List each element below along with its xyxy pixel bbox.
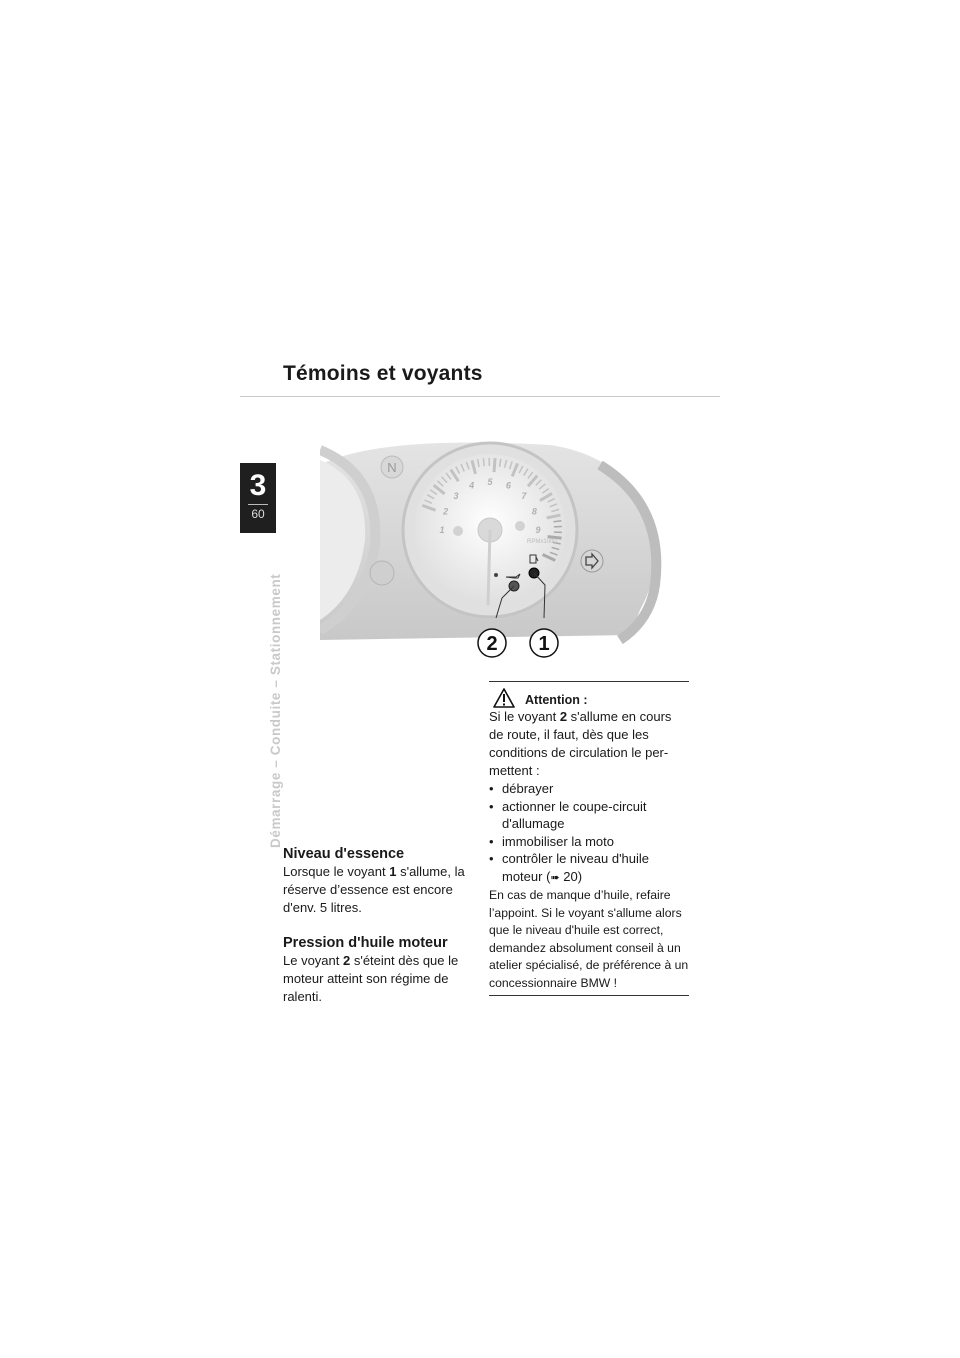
indicator-dot <box>494 573 498 577</box>
tachometer-tick <box>483 458 484 466</box>
tachometer-number: 7 <box>521 491 527 502</box>
tachometer-number: 9 <box>535 525 541 535</box>
trip-knob <box>370 561 394 585</box>
tachometer-tick <box>548 537 562 539</box>
oil-pressure-heading: Pression d'huile moteur <box>283 935 448 951</box>
instrument-cluster-figure <box>320 435 665 665</box>
callout-label-2: 2 <box>486 633 498 655</box>
warning-step: • immobiliser la moto <box>489 833 689 851</box>
warning-header <box>493 688 689 708</box>
tachometer-number: 2 <box>443 506 449 517</box>
tachometer-needle <box>488 530 490 605</box>
warning-intro-text-end: s'allume en cours de route, il faut, dès que les conditions de circulation le per-mettent : <box>489 709 672 778</box>
tachometer-number: 8 <box>531 506 537 517</box>
warning-label: Attention : <box>525 693 588 707</box>
page-title: Témoins et voyants <box>283 362 483 385</box>
dial-dot-right <box>515 521 525 531</box>
warning-box <box>489 681 689 996</box>
fuel-level-heading: Niveau d'essence <box>283 846 405 862</box>
neutral-symbol: N <box>387 460 397 475</box>
oil-lamp-ref: 2 <box>343 953 351 968</box>
fuel-text-start: Lorsque le voyant <box>283 864 390 879</box>
warning-step: • actionner le coupe-circuit d'allumage <box>489 798 689 833</box>
fuel-lamp-ref: 1 <box>389 864 397 879</box>
left-column <box>283 846 476 1006</box>
warning-steps <box>489 780 689 887</box>
tachometer-number: 6 <box>505 480 511 491</box>
warning-step: • débrayer <box>489 780 689 798</box>
warning-intro-text: Si le voyant <box>489 709 560 724</box>
chapter-tab <box>240 463 276 533</box>
oil-pressure-text <box>283 952 476 1006</box>
fuel-level-text <box>283 863 476 917</box>
tachometer-number: 1 <box>439 525 445 535</box>
warning-intro <box>489 708 689 780</box>
title-divider <box>240 396 720 397</box>
tachometer-number: 4 <box>469 480 475 491</box>
oil-text-start: Le voyant <box>283 953 343 968</box>
chapter-side-label: Démarrage – Conduite – Stationnement <box>268 573 283 848</box>
callout-label-1: 1 <box>538 633 550 655</box>
tachometer-number: 5 <box>487 477 493 487</box>
warning-step-text: contrôler le niveau d'huile moteur ( <box>502 851 650 884</box>
page-ref-number: 20) <box>559 868 583 884</box>
page-number: 60 <box>251 507 265 521</box>
warning-outro: En cas de manque d’huile, refaire l’appoint. Si le voyant s'allume alors que le niveau d'huile est correct, demandez absolument conseil à un atelier spécialisé, de préférence à un concessionnaire BMW ! <box>489 888 689 990</box>
tachometer-tick <box>553 521 561 522</box>
warning-triangle-icon <box>493 688 515 708</box>
dial-dot-left <box>453 526 463 536</box>
chapter-divider <box>248 504 268 505</box>
tachometer-unit: RPMx1000 <box>527 539 557 545</box>
warning-lamp-ref: 2 <box>559 709 568 724</box>
tachometer-number: 3 <box>453 491 459 502</box>
warning-step <box>489 850 689 887</box>
fuel-text-end: s'allume, la réserve d’essence est encore d'env. 5 litres. <box>283 864 465 915</box>
page-ref-arrow-icon: ➠ <box>550 871 560 884</box>
tachometer-tick <box>494 458 495 472</box>
oil-text-end: s'éteint dès que le moteur atteint son régime de ralenti. <box>283 953 459 1004</box>
chapter-number: 3 <box>249 469 267 502</box>
